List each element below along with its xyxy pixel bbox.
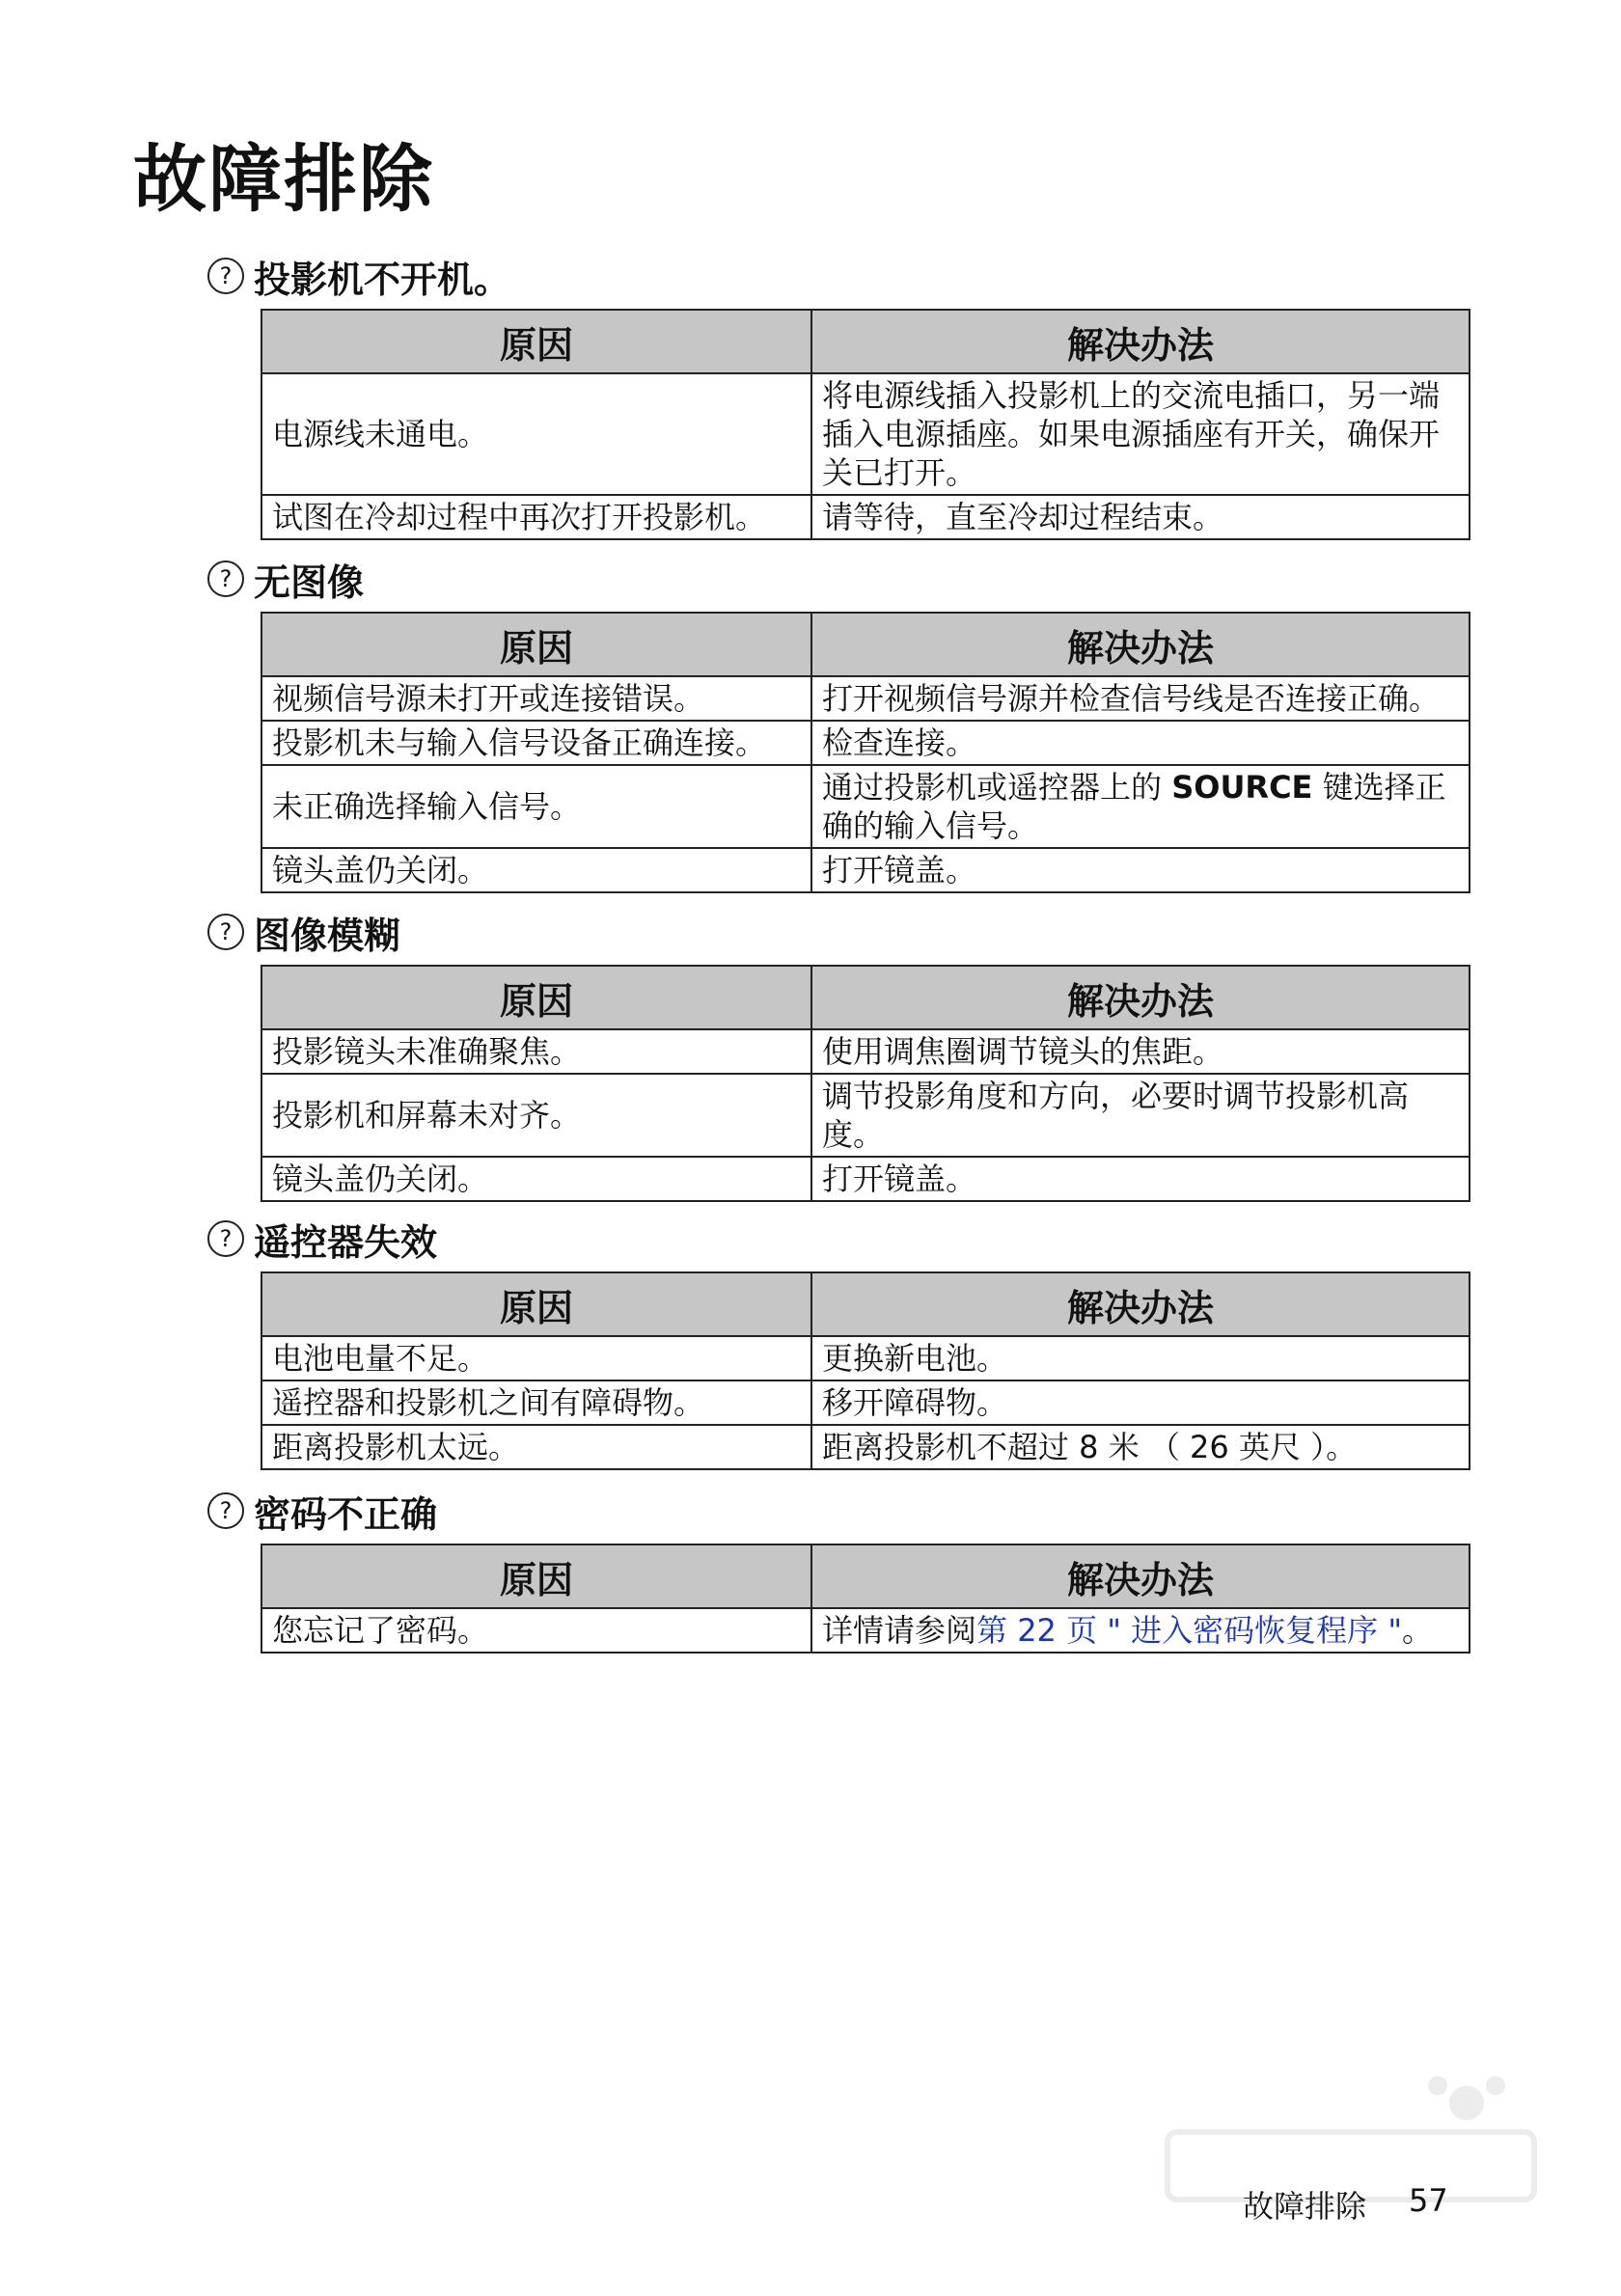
table-header-row bbox=[261, 1272, 1470, 1336]
col-solution-header: 解决办法 bbox=[811, 310, 1470, 373]
troubleshoot-table bbox=[261, 309, 1470, 540]
col-cause-header: 原因 bbox=[261, 310, 811, 373]
solution-cell bbox=[811, 1608, 1470, 1653]
footer-label: 故障排除 bbox=[1243, 2188, 1367, 2225]
table-row bbox=[261, 1380, 1470, 1425]
table-row bbox=[261, 676, 1470, 721]
col-solution-header: 解决办法 bbox=[811, 1272, 1470, 1336]
cause-cell: 镜头盖仍关闭。 bbox=[261, 1157, 811, 1201]
troubleshoot-table bbox=[261, 1544, 1470, 1654]
col-cause-header: 原因 bbox=[261, 1544, 811, 1608]
table-row bbox=[261, 1425, 1470, 1469]
solution-cell: 更换新电池。 bbox=[811, 1336, 1470, 1380]
section-no-power bbox=[207, 253, 1471, 540]
col-solution-header: 解决办法 bbox=[811, 966, 1470, 1029]
cause-cell: 电池电量不足。 bbox=[261, 1336, 811, 1380]
table-row bbox=[261, 1029, 1470, 1074]
password-recovery-link[interactable]: 第 22 页 " 进入密码恢复程序 " bbox=[976, 1612, 1403, 1649]
table-row bbox=[261, 495, 1470, 539]
section-no-image bbox=[207, 556, 1471, 893]
cause-cell: 未正确选择输入信号。 bbox=[261, 765, 811, 848]
table-header-row bbox=[261, 613, 1470, 676]
table-row bbox=[261, 1608, 1470, 1653]
troubleshoot-table bbox=[261, 612, 1470, 893]
solution-cell: 检查连接。 bbox=[811, 721, 1470, 765]
page-number: 57 bbox=[1409, 2182, 1448, 2219]
solution-cell: 打开镜盖。 bbox=[811, 848, 1470, 892]
solution-cell: 打开视频信号源并检查信号线是否连接正确。 bbox=[811, 676, 1470, 721]
solution-cell: 请等待，直至冷却过程结束。 bbox=[811, 495, 1470, 539]
section-heading bbox=[207, 909, 1471, 955]
col-cause-header: 原因 bbox=[261, 1272, 811, 1336]
solution-text: 详情请参阅 bbox=[822, 1612, 977, 1649]
table-row bbox=[261, 373, 1470, 495]
question-circle-icon: ? bbox=[207, 258, 244, 294]
table-row bbox=[261, 848, 1470, 892]
cause-cell: 投影机和屏幕未对齐。 bbox=[261, 1074, 811, 1157]
cause-cell: 投影机未与输入信号设备正确连接。 bbox=[261, 721, 811, 765]
solution-cell: 将电源线插入投影机上的交流电插口，另一端插入电源插座。如果电源插座有开关，确保开关已打开。 bbox=[811, 373, 1470, 495]
section-wrong-password bbox=[207, 1488, 1471, 1654]
cause-cell: 试图在冷却过程中再次打开投影机。 bbox=[261, 495, 811, 539]
section-heading bbox=[207, 253, 1471, 299]
table-row bbox=[261, 1336, 1470, 1380]
question-circle-icon: ? bbox=[207, 560, 244, 597]
question-circle-icon: ? bbox=[207, 1220, 244, 1257]
section-title: 密码不正确 bbox=[254, 1492, 438, 1536]
table-row bbox=[261, 765, 1470, 848]
page-footer bbox=[1243, 2182, 1448, 2227]
col-cause-header: 原因 bbox=[261, 966, 811, 1029]
table-header-row bbox=[261, 966, 1470, 1029]
solution-text: 。 bbox=[1402, 1612, 1434, 1649]
cause-cell: 投影镜头未准确聚焦。 bbox=[261, 1029, 811, 1074]
table-row bbox=[261, 721, 1470, 765]
cause-cell: 视频信号源未打开或连接错误。 bbox=[261, 676, 811, 721]
solution-text: 通过投影机或遥控器上的 bbox=[822, 769, 1172, 806]
question-circle-icon: ? bbox=[207, 914, 244, 950]
solution-cell: 打开镜盖。 bbox=[811, 1157, 1470, 1201]
col-solution-header: 解决办法 bbox=[811, 613, 1470, 676]
section-heading bbox=[207, 1216, 1471, 1262]
question-circle-icon: ? bbox=[207, 1492, 244, 1529]
source-key-label: SOURCE bbox=[1171, 769, 1313, 806]
col-solution-header: 解决办法 bbox=[811, 1544, 1470, 1608]
section-title: 无图像 bbox=[254, 560, 365, 604]
solution-cell bbox=[811, 765, 1470, 848]
section-title: 图像模糊 bbox=[254, 914, 401, 957]
troubleshoot-table bbox=[261, 965, 1470, 1202]
solution-cell: 使用调焦圈调节镜头的焦距。 bbox=[811, 1029, 1470, 1074]
section-heading bbox=[207, 556, 1471, 602]
cause-cell: 距离投影机太远。 bbox=[261, 1425, 811, 1469]
solution-text: 键选择正确的输入信号。 bbox=[822, 769, 1446, 844]
table-row bbox=[261, 1074, 1470, 1157]
solution-cell: 调节投影角度和方向，必要时调节投影机高度。 bbox=[811, 1074, 1470, 1157]
troubleshoot-table bbox=[261, 1271, 1470, 1470]
solution-cell: 距离投影机不超过 8 米 （ 26 英尺 ）。 bbox=[811, 1425, 1470, 1469]
section-heading bbox=[207, 1488, 1471, 1534]
section-title: 遥控器失效 bbox=[254, 1220, 438, 1264]
page-title: 故障排除 bbox=[133, 136, 434, 222]
table-row bbox=[261, 1157, 1470, 1201]
section-remote-failure bbox=[207, 1216, 1471, 1470]
col-cause-header: 原因 bbox=[261, 613, 811, 676]
cause-cell: 电源线未通电。 bbox=[261, 373, 811, 495]
section-title: 投影机不开机。 bbox=[254, 258, 511, 301]
table-header-row bbox=[261, 310, 1470, 373]
solution-cell: 移开障碍物。 bbox=[811, 1380, 1470, 1425]
cause-cell: 镜头盖仍关闭。 bbox=[261, 848, 811, 892]
table-header-row bbox=[261, 1544, 1470, 1608]
cause-cell: 您忘记了密码。 bbox=[261, 1608, 811, 1653]
cause-cell: 遥控器和投影机之间有障碍物。 bbox=[261, 1380, 811, 1425]
section-blurry-image bbox=[207, 909, 1471, 1202]
